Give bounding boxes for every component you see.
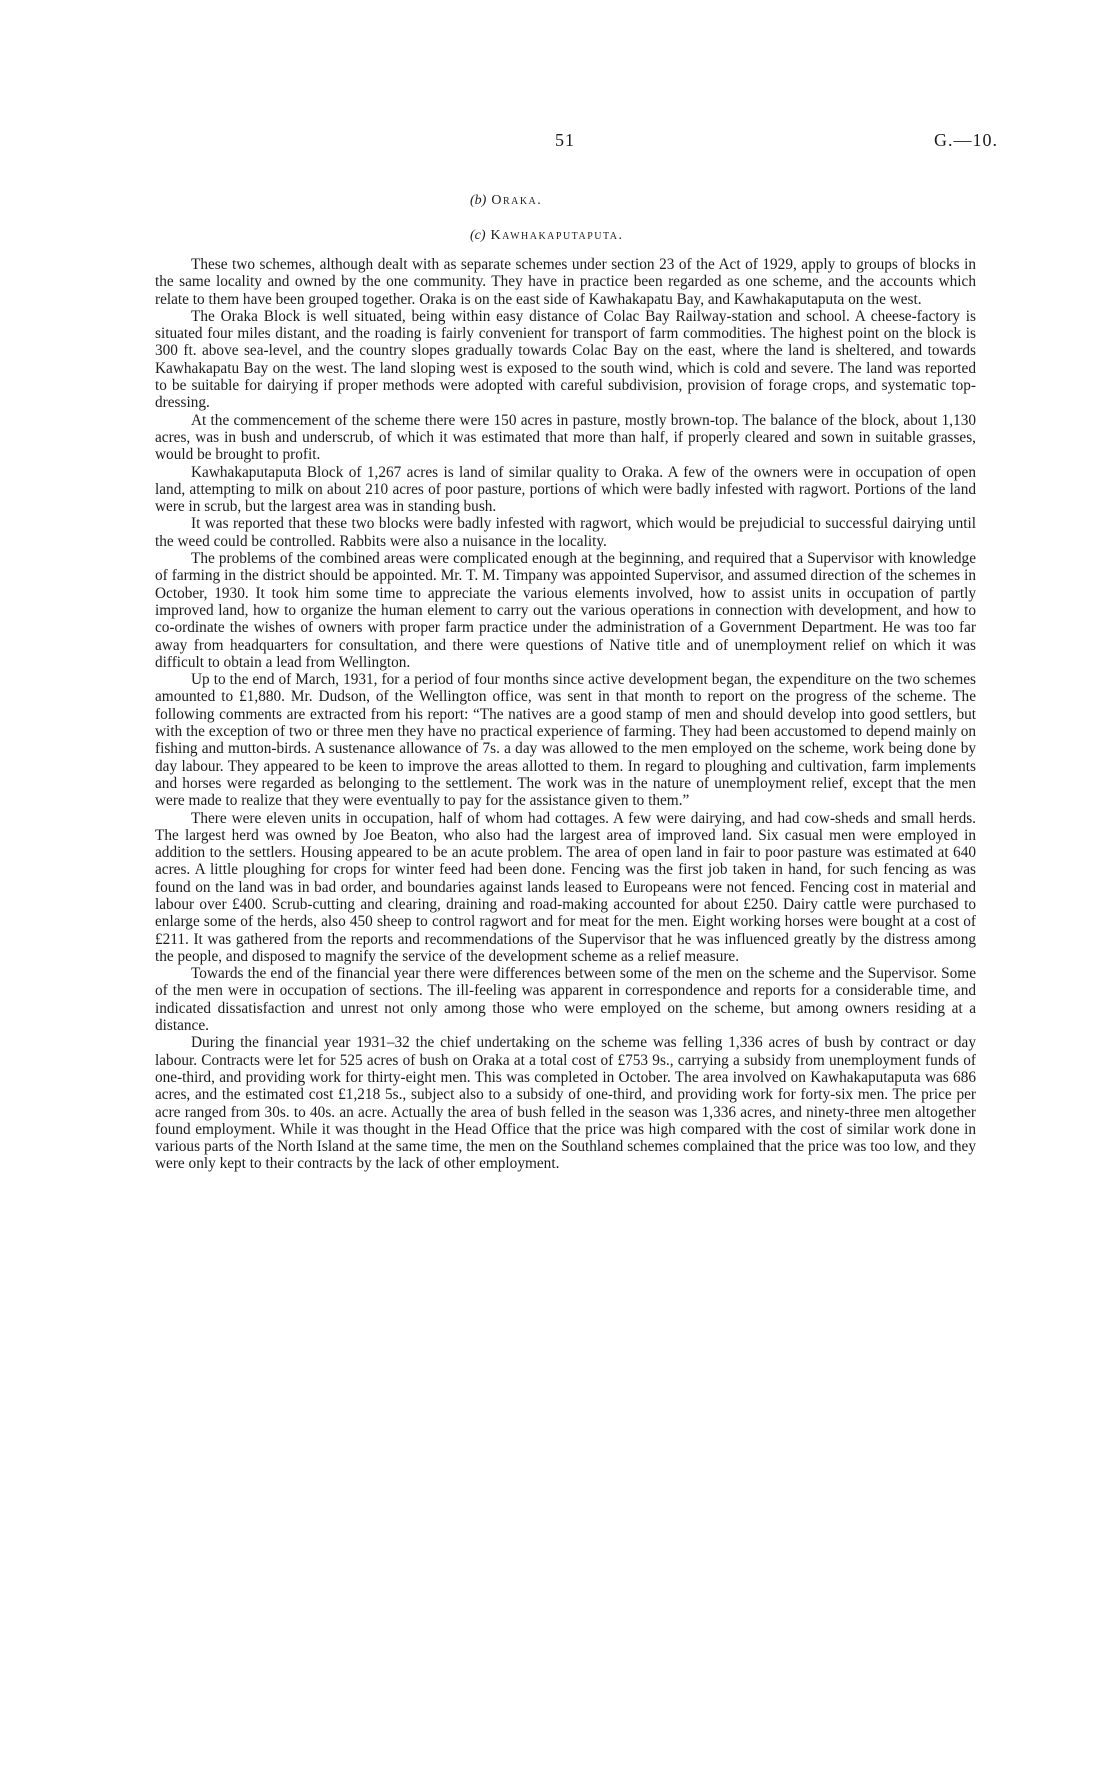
- paragraph: Kawhakaputaputa Block of 1,267 acres is land of similar quality to Oraka. A few of the owners were in occupation of open land, attempting to milk on about 210 acres of poor pasture, portions of which were badly infested with ragwort. Portions of the land were in scrub, but the largest area was in standing bush.: [155, 463, 976, 516]
- section-heading-label: (c): [470, 228, 486, 243]
- paragraph: The problems of the combined areas were complicated enough at the beginning, and required that a Supervisor with knowledge of farming in the district should be appointed. Mr. T. M. Timpany was appointed Supervisor, and assumed direction of the schemes in October, 1930. It took him some time to appreciate the various elements involved, how to assist units in occupation of partly improved land, how to organize the human element to carry out the various operations in connection with development, and how to co-ordinate the wishes of owners with proper farm practice under the administration of a Government Department. He was too far away from headquarters for consultation, and there were questions of Native title and of unemployment relief on which it was difficult to obtain a lead from Wellington.: [155, 550, 976, 671]
- paragraph: Up to the end of March, 1931, for a period of four months since active development began, the expenditure on the two schemes amounted to £1,880. Mr. Dudson, of the Wellington office, was sent in that month to report on the progress of the scheme. The following comments are extracted from his report: “The natives are a good stamp of men and should develop into good settlers, but with the exception of two or three men they have no practical experience of farming. They had been accustomed to depend mainly on fishing and mutton-birds. A sustenance allowance of 7s. a day was allowed to the men employed on the scheme, work being done by day labour. They appeared to be keen to improve the areas allotted to them. In regard to ploughing and cultivation, farm implements and horses were regarded as belonging to the settlement. The work was in the nature of unemployment relief, except that the men were made to realize that they were eventually to pay for the assistance given to them.”: [155, 671, 976, 810]
- section-heading-title: Oraka.: [491, 193, 543, 208]
- paragraph: Towards the end of the financial year there were differences between some of the men on the scheme and the Supervisor. Some of the men were in occupation of sections. The ill-feeling was apparent in correspondence and reports for a considerable time, and indicated dissatisfaction and unrest not only among those who were employed on the scheme, but among owners residing at a distance.: [155, 965, 976, 1035]
- paragraph: At the commencement of the scheme there were 150 acres in pasture, mostly brown-top. The balance of the block, about 1,130 acres, was in bush and underscrub, of which it was estimated that more than half, if properly cleared and sown in suitable grasses, would be brought to profit.: [155, 411, 976, 464]
- section-heading-oraka: [470, 193, 542, 209]
- section-heading-title: Kawhakaputaputa.: [490, 228, 624, 243]
- paragraph: It was reported that these two blocks were badly infested with ragwort, which would be prejudicial to successful dairying until the weed could be controlled. Rabbits were also a nuisance in the locality.: [155, 515, 976, 550]
- body-text: [155, 256, 976, 1173]
- paragraph: These two schemes, although dealt with as separate schemes under section 23 of the Act of 1929, apply to groups of blocks in the same locality and owned by the one community. They have in practice been regarded as one scheme, and the accounts which relate to them have been grouped together. Oraka is on the east side of Kawhakapatu Bay, and Kawhakaputaputa on the west.: [155, 256, 976, 308]
- paragraph: There were eleven units in occupation, half of whom had cottages. A few were dairying, and had cow-sheds and small herds. The largest herd was owned by Joe Beaton, who also had the largest area of improved land. Six casual men were employed in addition to the settlers. Housing appeared to be an acute problem. The area of open land in fair to poor pasture was estimated at 640 acres. A little ploughing for crops for winter feed had been done. Fencing was the first job taken in hand, for such fencing as was found on the land was in bad order, and boundaries against lands leased to Europeans were not fenced. Fencing cost in material and labour over £400. Scrub-cutting and clearing, draining and road-making accounted for about £250. Dairy cattle were purchased to enlarge some of the herds, also 450 sheep to control ragwort and for meat for the men. Eight working horses were bought at a cost of £211. It was gathered from the reports and recommendations of the Supervisor that he was influenced greatly by the distress among the people, and disposed to magnify the service of the development scheme as a relief measure.: [155, 809, 976, 965]
- series-code: G.—10.: [934, 130, 998, 150]
- section-heading-kawhakaputaputa: [470, 228, 624, 244]
- paragraph: During the financial year 1931–32 the chief undertaking on the scheme was felling 1,336 acres of bush by contract or day labour. Contracts were let for 525 acres of bush on Oraka at a total cost of £753 9s., carrying a subsidy from unemployment funds of one-third, and providing work for thirty-eight men. This was completed in October. The area involved on Kawhakaputaputa was 686 acres, and the estimated cost £1,218 5s., subject also to a subsidy of one-third, and providing work for forty-six men. The price per acre ranged from 30s. to 40s. an acre. Actually the area of bush felled in the season was 1,336 acres, and ninety-three men altogether found employment. While it was thought in the Head Office that the price was high compared with the cost of similar work done in various parts of the North Island at the same time, the men on the Southland schemes complained that the price was too low, and they were only kept to their contracts by the lack of other employment.: [155, 1034, 976, 1173]
- page-number: 51: [555, 130, 575, 150]
- section-heading-label: (b): [470, 193, 487, 208]
- page-header: [0, 130, 1114, 154]
- paragraph: The Oraka Block is well situated, being within easy distance of Colac Bay Railway-station and school. A cheese-factory is situated four miles distant, and the roading is fairly convenient for transport of farm commodities. The highest point on the block is 300 ft. above sea-level, and the country slopes gradually towards Colac Bay on the east, where the land is sheltered, and towards Kawhakapatu Bay on the west. The land sloping west is exposed to the south wind, which is cold and severe. The land was reported to be suitable for dairying if proper methods were adopted with careful subdivision, provision of forage crops, and systematic top-dressing.: [155, 307, 976, 412]
